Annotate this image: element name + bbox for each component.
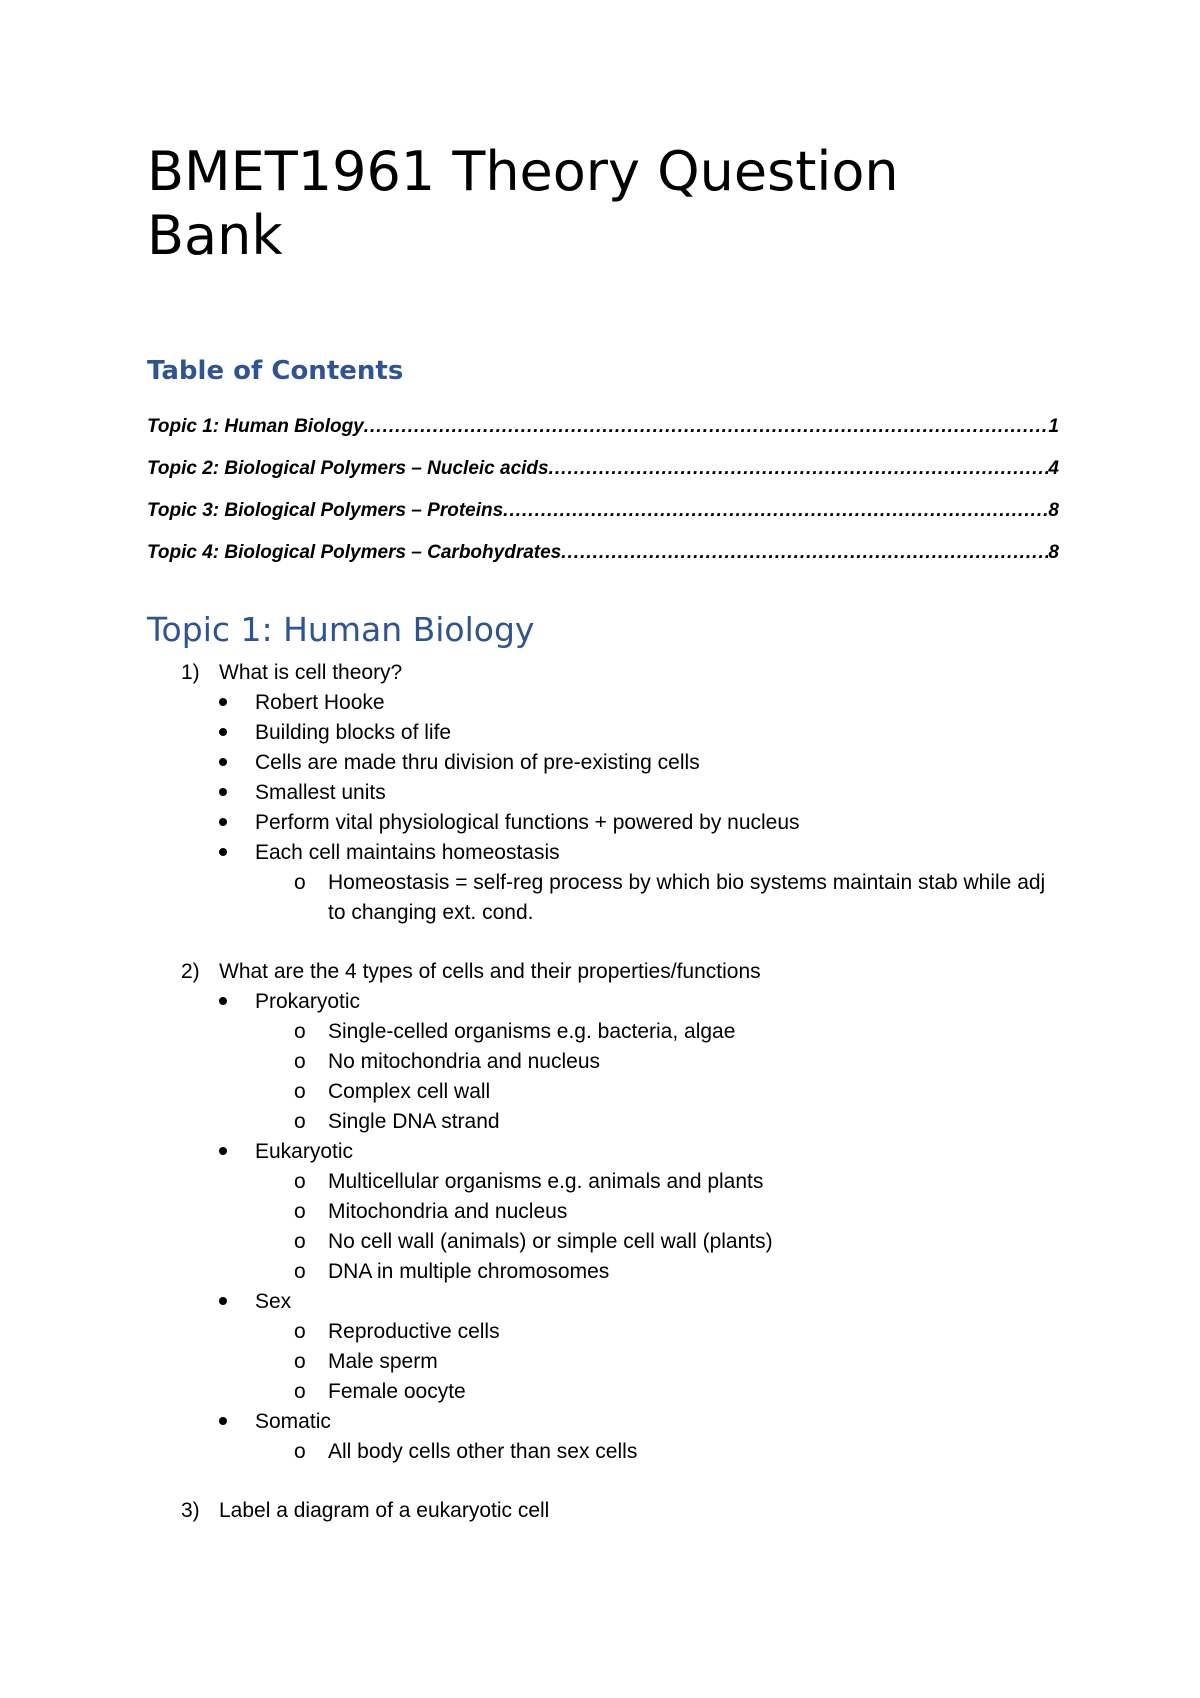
bullet-dot-icon (219, 818, 227, 826)
bullet-item (147, 748, 1059, 778)
bullet-dot-icon (219, 728, 227, 736)
sub-bullet-list (147, 1317, 1059, 1407)
bullet-text: Building blocks of life (255, 721, 452, 744)
bullet-marker (147, 778, 255, 808)
sub-bullet-circle-icon: o (294, 1440, 306, 1463)
sub-bullet-text: Mitochondria and nucleus (328, 1200, 568, 1223)
bullet-text: Cells are made thru division of pre-existing cells (255, 751, 700, 774)
question-number: 3) (181, 1499, 200, 1522)
bullet-list (147, 987, 1059, 1467)
question-list (147, 658, 1059, 1526)
bullet-text: Eukaryotic (255, 1140, 354, 1163)
bullet-row (147, 987, 1059, 1017)
sub-bullet-circle-icon: o (294, 1080, 306, 1103)
bullet-text: Sex (255, 1290, 292, 1313)
bullet-item (147, 808, 1059, 838)
toc-entry-page: 4 (1048, 458, 1059, 479)
sub-bullet-item (147, 868, 1059, 928)
sub-bullet-item (147, 1167, 1059, 1197)
bullet-item (147, 1287, 1059, 1407)
sub-bullet-item (147, 1437, 1059, 1467)
sub-bullet-marker (147, 1167, 328, 1197)
section-heading: Topic 1: Human Biology (147, 610, 535, 649)
bullet-marker (147, 1407, 255, 1437)
sub-bullet-text: Multicellular organisms e.g. animals and plants (328, 1170, 764, 1193)
bullet-text: Smallest units (255, 781, 386, 804)
question-line (147, 1496, 1059, 1526)
sub-bullet-circle-icon: o (294, 1110, 306, 1133)
toc-entry[interactable] (147, 406, 1059, 448)
toc-entry[interactable] (147, 532, 1059, 574)
bullet-dot-icon (219, 1147, 227, 1155)
sub-bullet-text: No cell wall (animals) or simple cell wall (plants) (328, 1230, 773, 1253)
sub-bullet-text: DNA in multiple chromosomes (328, 1260, 610, 1283)
bullet-marker (147, 748, 255, 778)
question-line (147, 957, 1059, 987)
question-item (147, 957, 1059, 1467)
bullet-dot-icon (219, 788, 227, 796)
paragraph-spacer (147, 1467, 1059, 1496)
document-title: BMET1961 Theory Question Bank (147, 140, 899, 267)
bullet-row (147, 748, 1059, 778)
question-text: What are the 4 types of cells and their properties/functions (219, 960, 761, 983)
sub-bullet-marker (147, 1257, 328, 1287)
sub-bullet-list (147, 1017, 1059, 1137)
bullet-dot-icon (219, 758, 227, 766)
sub-bullet-marker (147, 1077, 328, 1107)
bullet-text: Prokaryotic (255, 990, 361, 1013)
sub-bullet-marker (147, 1107, 328, 1137)
sub-bullet-text: All body cells other than sex cells (328, 1440, 638, 1463)
sub-bullet-marker (147, 1047, 328, 1077)
sub-bullet-circle-icon: o (294, 1170, 306, 1193)
sub-bullet-item (147, 1047, 1059, 1077)
sub-bullet-list (147, 1437, 1059, 1467)
bullet-item (147, 778, 1059, 808)
sub-bullet-marker (147, 1377, 328, 1407)
bullet-dot-icon (219, 1417, 227, 1425)
sub-bullet-circle-icon: o (294, 1320, 306, 1343)
sub-bullet-marker (147, 1017, 328, 1047)
sub-bullet-circle-icon: o (294, 1050, 306, 1073)
bullet-marker (147, 1137, 255, 1167)
sub-bullet-text: Female oocyte (328, 1380, 466, 1403)
toc-entry-label: Topic 1: Human Biology (147, 416, 364, 437)
sub-bullet-text: No mitochondria and nucleus (328, 1050, 600, 1073)
bullet-dot-icon (219, 1297, 227, 1305)
sub-bullet-circle-icon: o (294, 1260, 306, 1283)
sub-bullet-item (147, 1197, 1059, 1227)
sub-bullet-item (147, 1317, 1059, 1347)
sub-bullet-circle-icon: o (294, 1350, 306, 1373)
bullet-text: Robert Hooke (255, 691, 385, 714)
toc-heading: Table of Contents (147, 356, 404, 386)
toc-entry[interactable] (147, 448, 1059, 490)
bullet-row (147, 1407, 1059, 1437)
sub-bullet-item (147, 1227, 1059, 1257)
bullet-item (147, 1407, 1059, 1467)
sub-bullet-item (147, 1017, 1059, 1047)
sub-bullet-marker (147, 1197, 328, 1227)
toc-entry-label: Topic 3: Biological Polymers – Proteins (147, 500, 504, 521)
bullet-marker (147, 838, 255, 868)
bullet-marker (147, 808, 255, 838)
sub-bullet-text: Single DNA strand (328, 1110, 500, 1133)
bullet-row (147, 688, 1059, 718)
sub-bullet-circle-icon: o (294, 1230, 306, 1253)
toc-entry-page: 1 (1048, 416, 1059, 437)
bullet-item (147, 718, 1059, 748)
bullet-marker (147, 688, 255, 718)
bullet-text: Perform vital physiological functions + powered by nucleus (255, 811, 800, 834)
sub-bullet-marker (147, 1437, 328, 1467)
question-number: 2) (181, 960, 200, 983)
question-number: 1) (181, 661, 200, 684)
sub-bullet-item (147, 1257, 1059, 1287)
sub-bullet-list (147, 1167, 1059, 1287)
question-line (147, 658, 1059, 688)
sub-bullet-text: Male sperm (328, 1350, 438, 1373)
paragraph-spacer (147, 928, 1059, 957)
sub-bullet-marker (147, 868, 328, 928)
toc-entry-page: 8 (1048, 542, 1059, 563)
bullet-item (147, 987, 1059, 1137)
bullet-item (147, 688, 1059, 718)
sub-bullet-circle-icon: o (294, 1200, 306, 1223)
question-text: Label a diagram of a eukaryotic cell (219, 1499, 550, 1522)
bullet-marker (147, 1287, 255, 1317)
sub-bullet-list (147, 868, 1059, 928)
bullet-text: Each cell maintains homeostasis (255, 841, 560, 864)
sub-bullet-item (147, 1077, 1059, 1107)
toc-entry-page: 8 (1048, 500, 1059, 521)
sub-bullet-item (147, 1377, 1059, 1407)
bullet-row (147, 778, 1059, 808)
bullet-row (147, 1287, 1059, 1317)
toc-dot-leader (549, 448, 1049, 490)
bullet-item (147, 1137, 1059, 1287)
toc-dot-leader (503, 490, 1048, 532)
bullet-marker (147, 718, 255, 748)
toc-dot-leader (561, 532, 1048, 574)
sub-bullet-text: Reproductive cells (328, 1320, 500, 1343)
bullet-row (147, 808, 1059, 838)
sub-bullet-marker (147, 1227, 328, 1257)
question-item (147, 658, 1059, 928)
document-content (147, 140, 1059, 1522)
bullet-dot-icon (219, 698, 227, 706)
sub-bullet-circle-icon: o (294, 1380, 306, 1403)
bullet-row (147, 838, 1059, 868)
sub-bullet-text: Complex cell wall (328, 1080, 491, 1103)
bullet-text: Somatic (255, 1410, 331, 1433)
toc-entry-label: Topic 4: Biological Polymers – Carbohydrates (147, 542, 562, 563)
bullet-marker (147, 987, 255, 1017)
table-of-contents (147, 406, 1059, 574)
sub-bullet-item (147, 1347, 1059, 1377)
bullet-dot-icon (219, 848, 227, 856)
bullet-row (147, 1137, 1059, 1167)
sub-bullet-marker (147, 1347, 328, 1377)
bullet-dot-icon (219, 997, 227, 1005)
toc-dot-leader (364, 406, 1049, 448)
question-item (147, 1496, 1059, 1526)
toc-entry-label: Topic 2: Biological Polymers – Nucleic acids (147, 458, 549, 479)
question-text: What is cell theory? (219, 661, 403, 684)
sub-bullet-circle-icon: o (294, 871, 306, 894)
toc-entry[interactable] (147, 490, 1059, 532)
bullet-item (147, 838, 1059, 928)
sub-bullet-circle-icon: o (294, 1020, 306, 1043)
bullet-row (147, 718, 1059, 748)
sub-bullet-marker (147, 1317, 328, 1347)
sub-bullet-item (147, 1107, 1059, 1137)
bullet-list (147, 688, 1059, 928)
sub-bullet-text: Homeostasis = self-reg process by which bio systems maintain stab while adj to changing ext. cond. (328, 871, 1046, 924)
sub-bullet-text: Single-celled organisms e.g. bacteria, algae (328, 1020, 736, 1043)
